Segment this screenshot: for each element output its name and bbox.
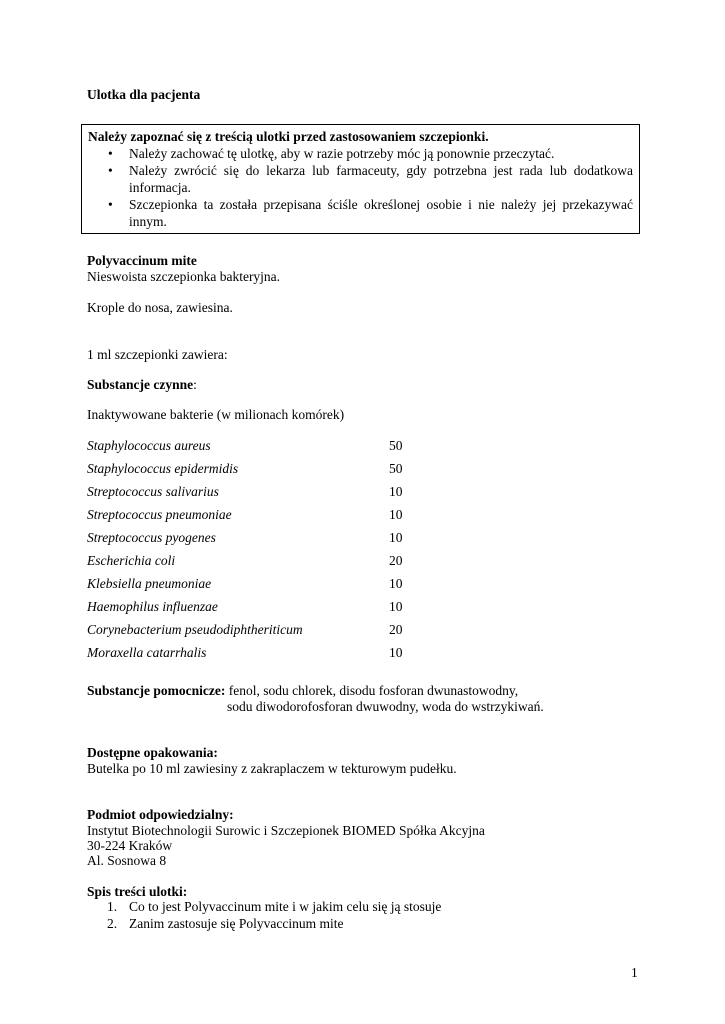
organism-value: 50 xyxy=(389,461,403,476)
organism-value: 20 xyxy=(389,553,403,568)
bullet-icon: • xyxy=(108,163,113,178)
page-number: 1 xyxy=(631,965,638,980)
holder-postcode: 30-224 Kraków xyxy=(87,838,173,853)
excipients-line-1: Substancje pomocnicze: fenol, sodu chlorek, disodu fosforan dwunastowodny, xyxy=(87,683,519,698)
organism-value: 10 xyxy=(389,645,403,660)
holder-name: Instytut Biotechnologii Surowic i Szczepionek BIOMED Spółka Akcyjna xyxy=(87,823,485,838)
composition-intro: 1 ml szczepionki zawiera: xyxy=(87,347,228,362)
bullet-icon: • xyxy=(108,197,113,212)
organism-name: Haemophilus influenzae xyxy=(87,599,218,614)
organism-value: 10 xyxy=(389,576,403,591)
organism-name: Streptococcus pneumoniae xyxy=(87,507,232,522)
toc-list xyxy=(87,898,441,932)
warning-list xyxy=(82,145,639,230)
organism-value: 20 xyxy=(389,622,403,637)
organism-value: 10 xyxy=(389,484,403,499)
product-name: Polyvaccinum mite xyxy=(87,253,197,268)
organism-name: Streptococcus pyogenes xyxy=(87,530,216,545)
warning-item: • Należy zwrócić się do lekarza lub farmaceuty, gdy potrzebna jest rada lub dodatkowa informacja. xyxy=(108,163,633,195)
organism-name: Staphylococcus epidermidis xyxy=(87,461,239,476)
active-substances-subheading: Inaktywowane bakterie (w milionach komórek) xyxy=(87,407,345,422)
organism-name: Corynebacterium pseudodiphtheriticum xyxy=(87,622,303,637)
toc-item: 1. Co to jest Polyvaccinum mite i w jakim celu się ją stosuje xyxy=(107,899,442,914)
product-description: Nieswoista szczepionka bakteryjna. xyxy=(87,269,281,284)
warning-item: • Należy zachować tę ulotkę, aby w razie potrzeby móc ją ponownie przeczytać. xyxy=(108,146,555,161)
warning-item: • Szczepionka ta została przepisana ściśle określonej osobie i nie należy jej przekazywać innym. xyxy=(108,197,633,229)
page-title: Ulotka dla pacjenta xyxy=(87,87,201,102)
active-substances-heading: Substancje czynne: xyxy=(87,377,197,392)
excipients-line-2: sodu diwodorofosforan dwuwodny, woda do wstrzykiwań. xyxy=(227,699,544,714)
packaging-text: Butelka po 10 ml zawiesiny z zakraplaczem w tekturowym pudełku. xyxy=(87,761,457,776)
toc-item: 2. Zanim zastosuje się Polyvaccinum mite xyxy=(107,916,344,931)
product-form: Krople do nosa, zawiesina. xyxy=(87,300,233,315)
organism-name: Klebsiella pneumoniae xyxy=(87,576,212,591)
organism-value: 10 xyxy=(389,530,403,545)
organism-name: Streptococcus salivarius xyxy=(87,484,219,499)
toc-heading: Spis treści ulotki: xyxy=(87,884,188,899)
holder-heading: Podmiot odpowiedzialny: xyxy=(87,807,234,822)
bullet-icon: • xyxy=(108,146,113,161)
holder-street: Al. Sosnowa 8 xyxy=(87,853,167,868)
organism-value: 10 xyxy=(389,507,403,522)
organism-value: 10 xyxy=(389,599,403,614)
organism-value: 50 xyxy=(389,438,403,453)
organism-name: Moraxella catarrhalis xyxy=(87,645,207,660)
packaging-heading: Dostępne opakowania: xyxy=(87,745,218,760)
warning-heading: Należy zapoznać się z treścią ulotki przed zastosowaniem szczepionki. xyxy=(88,129,489,144)
warning-box xyxy=(81,124,640,234)
organism-name: Escherichia coli xyxy=(87,553,176,568)
organism-name: Staphylococcus aureus xyxy=(87,438,211,453)
